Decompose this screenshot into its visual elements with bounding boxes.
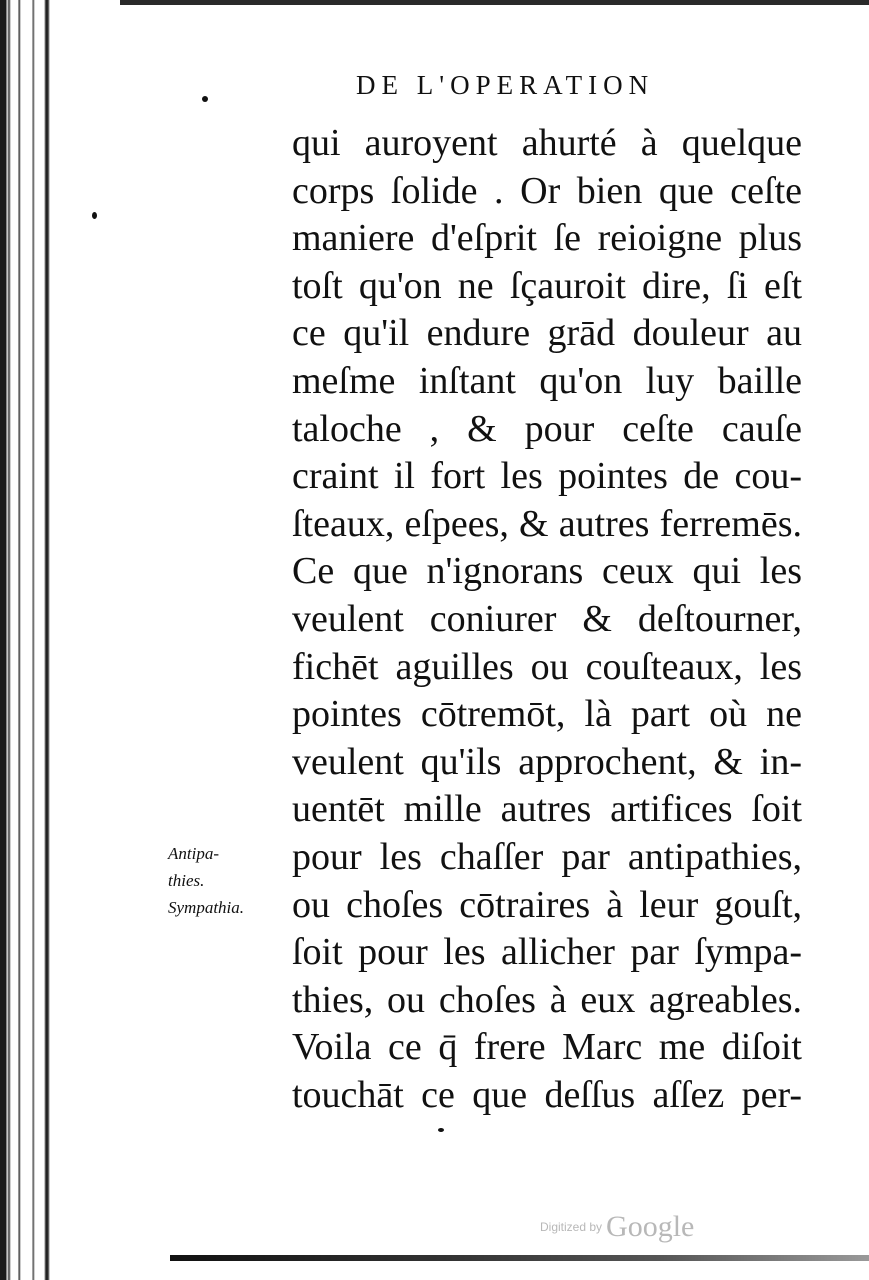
- binding-gutter: [0, 0, 52, 1280]
- watermark-prefix: Digitized by: [540, 1220, 603, 1234]
- text-line: ſoit pour les allicher par ſympa-: [292, 931, 802, 974]
- text-line: veulent coniurer & deſtourner,: [292, 597, 802, 640]
- text-line: ce qu'il endure grād douleur au: [292, 312, 802, 355]
- margin-note-line: Antipa-: [168, 844, 219, 863]
- text-line: Voila ce q̄ frere Marc me diſoit: [292, 1026, 802, 1069]
- bottom-edge-shadow: [170, 1255, 869, 1261]
- text-line: ſteaux, eſpees, & autres ferremēs.: [292, 502, 802, 545]
- margin-note: [168, 840, 288, 921]
- scan-speck: [92, 212, 97, 219]
- text-line: thies, ou choſes à eux agreables.: [292, 978, 802, 1021]
- digitization-watermark: [540, 1210, 694, 1244]
- body-text: [292, 120, 802, 1119]
- text-line: ou choſes cōtraires à leur gouſt,: [292, 883, 802, 926]
- text-line: pour les chaſſer par antipathies,: [292, 835, 802, 878]
- text-line: qui auroyent ahurté à quelque: [292, 122, 802, 164]
- text-line: corps ſolide . Or bien que ceſte: [292, 169, 802, 212]
- text-line: touchāt ce que deſſus aſſez per-: [292, 1073, 802, 1116]
- text-line: toſt qu'on ne ſçauroit dire, ſi eſt: [292, 264, 802, 307]
- text-line: taloche , & pour ceſte cauſe: [292, 407, 802, 450]
- scan-speck: [438, 1128, 444, 1132]
- margin-note-line: thies.: [168, 871, 205, 890]
- text-line: pointes cōtremōt, là part où ne: [292, 693, 802, 736]
- scan-speck: [202, 96, 208, 102]
- text-line: uentēt mille autres artifices ſoit: [292, 788, 802, 831]
- text-line: meſme inſtant qu'on luy baille: [292, 359, 802, 402]
- watermark-brand: Google: [606, 1210, 695, 1243]
- margin-note-line: Sympathia.: [168, 898, 245, 917]
- text-line: maniere d'eſprit ſe reioigne plus: [292, 217, 802, 260]
- top-edge-shadow: [120, 0, 869, 5]
- text-line: fichēt aguilles ou couſteaux, les: [292, 645, 802, 688]
- text-line: craint il fort les pointes de cou-: [292, 455, 802, 498]
- running-head: DE L'OPERATION: [356, 70, 655, 100]
- text-line: veulent qu'ils approchent, & in-: [292, 740, 802, 783]
- text-line: Ce que n'ignorans ceux qui les: [292, 550, 802, 593]
